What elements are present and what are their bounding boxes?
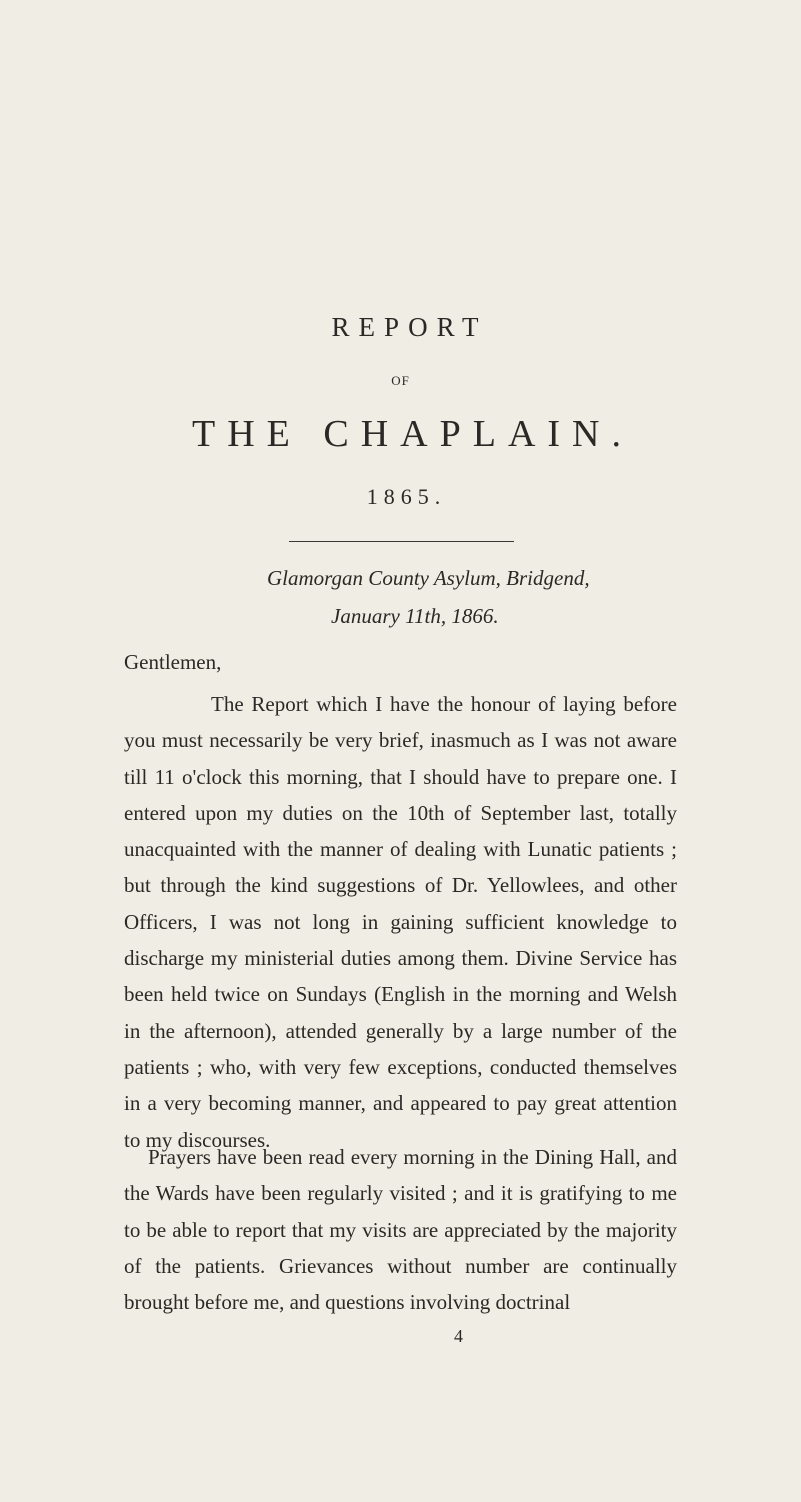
report-year: 1865. bbox=[366, 484, 447, 509]
salutation: Gentlemen, bbox=[124, 650, 222, 674]
body-paragraph-1: The Report which I have the honour of laying before you must necessarily be very brief, inasmuch as I was not aware till 11 o'clock this morning, that I should have to prepare one. I entered upon my duties on the 10th of September last, totally unacquainted with the manner of dealing with Lunatic patients ; but through the kind suggestions of Dr. Yellowlees, and other Officers, I was not long in gaining sufficient knowledge to discharge my ministerial duties among them. Divine Service has been held twice on Sundays (English in the morning and Welsh in the afternoon), attended generally by a large number of the patients ; who, with very few exceptions, conducted themselves in a very becoming manner, and appeared to pay great attention to my discourses. bbox=[124, 692, 677, 1152]
title-connector: OF bbox=[391, 373, 410, 388]
page-number: 4 bbox=[454, 1326, 463, 1346]
dateline-place: Glamorgan County Asylum, Bridgend, bbox=[267, 566, 590, 590]
chaplain-title: THE CHAPLAIN. bbox=[192, 413, 633, 455]
title-divider bbox=[289, 541, 514, 542]
body-paragraph-2: Prayers have been read every morning in the Dining Hall, and the Wards have been regularly visited ; and it is gratifying to me to be able to report that my visits are appreciated by the majority of the patients. Grievances without number are continually brought before me, and questions involving doctrinal bbox=[124, 1145, 677, 1315]
dateline-date: January 11th, 1866. bbox=[331, 604, 499, 628]
report-title: REPORT bbox=[331, 312, 488, 342]
